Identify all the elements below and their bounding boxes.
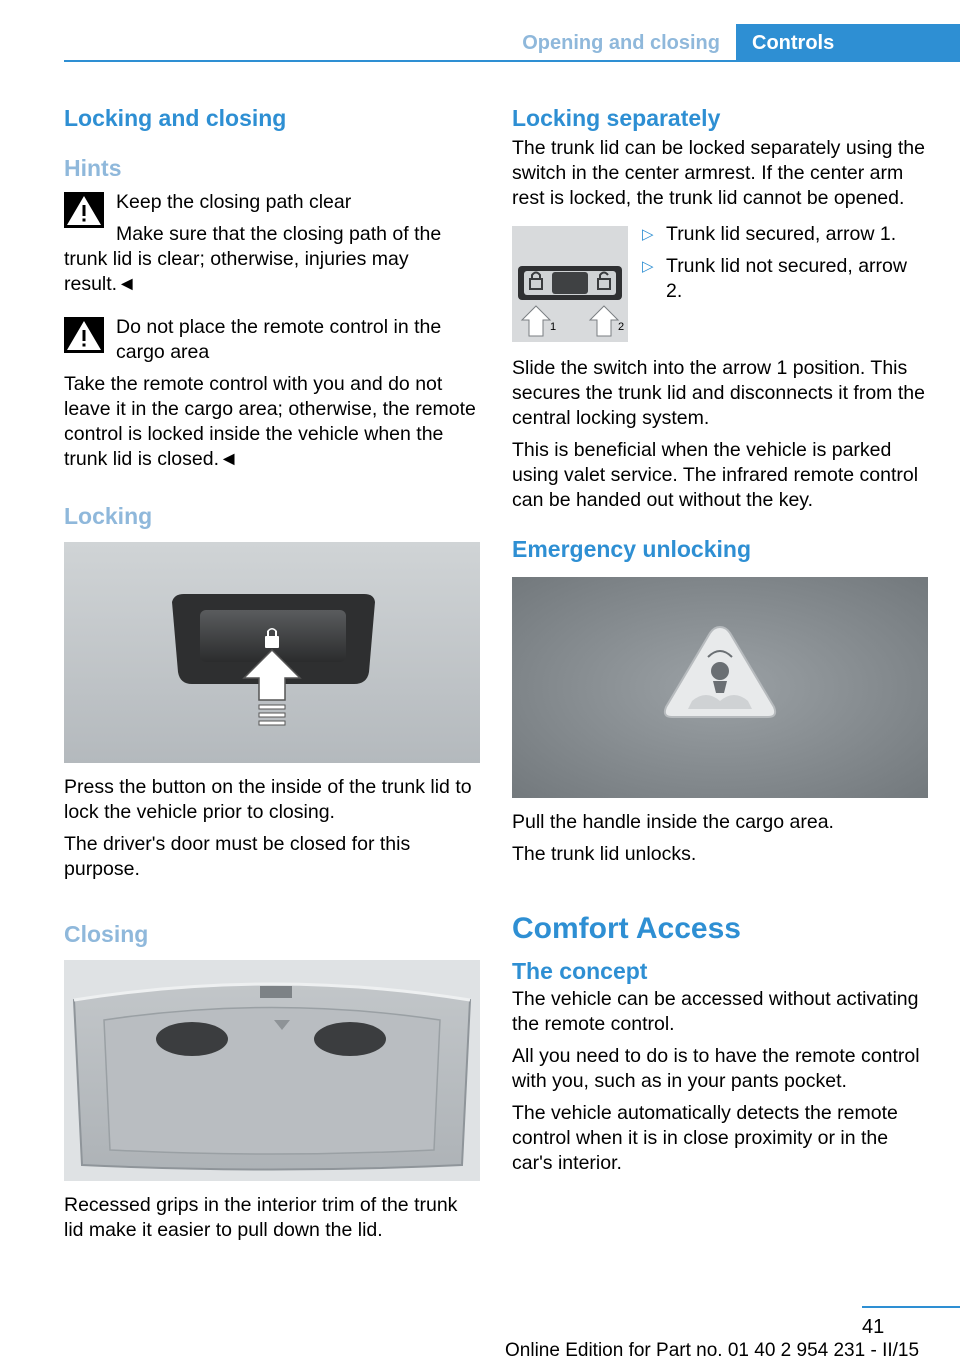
heading-emergency-unlocking: Emergency unlocking bbox=[512, 536, 752, 562]
emergency-paragraph-2: The trunk lid unlocks. bbox=[512, 843, 697, 865]
concept-paragraph-3: The vehicle automatically detects the remote control when it is in close proximity or in the car's interior. bbox=[512, 1102, 898, 1174]
warning-icon bbox=[64, 192, 104, 228]
bullet-text: Trunk lid secured, arrow 1. bbox=[666, 223, 897, 245]
bullet-triangle-icon: ▷ bbox=[642, 226, 654, 243]
warning-title: Do not place the remote control in the cargo area bbox=[116, 316, 442, 363]
trunk-lid-illustration bbox=[64, 960, 480, 1181]
heading-comfort-access: Comfort Access bbox=[512, 912, 741, 945]
list-item bbox=[642, 222, 928, 247]
chapter-tab[interactable]: Controls bbox=[736, 24, 960, 62]
switch-label-1: 1 bbox=[550, 321, 557, 333]
switch-label-2: 2 bbox=[618, 321, 625, 333]
image-trunk-switch bbox=[512, 226, 628, 342]
list-item bbox=[642, 254, 928, 304]
image-trunk-lid-interior bbox=[64, 960, 480, 1181]
heading-locking-and-closing: Locking and closing bbox=[64, 105, 287, 131]
heading-locking-separately: Locking separately bbox=[512, 105, 721, 131]
warning-body: Take the remote control with you and do not leave it in the cargo area; otherwise, the remote control is locked inside the vehicle when the trunk lid is closed.◄ bbox=[64, 373, 476, 470]
slide-paragraph-1: Slide the switch into the arrow 1 position. This secures the trunk lid and disconnects it from the central locking system. bbox=[512, 357, 925, 429]
header-rule bbox=[64, 60, 960, 62]
warning-icon bbox=[64, 317, 104, 353]
switch-bullet-list bbox=[642, 222, 928, 342]
concept-paragraph-1: The vehicle can be accessed without activating the remote control. bbox=[512, 988, 919, 1035]
locking-separately-paragraph: The trunk lid can be locked separately using the switch in the center armrest. If the center arm rest is locked, the trunk lid cannot be opened. bbox=[512, 137, 925, 209]
edition-line: Online Edition for Part no. 01 40 2 954 231 - II/15 bbox=[505, 1340, 920, 1361]
footer-rule bbox=[862, 1306, 960, 1308]
warning-title: Keep the closing path clear bbox=[116, 191, 352, 213]
heading-hints: Hints bbox=[64, 155, 122, 181]
emergency-handle-illustration bbox=[512, 577, 928, 798]
page-header bbox=[64, 24, 960, 62]
locking-paragraph-1: Press the button on the inside of the trunk lid to lock the vehicle prior to closing. bbox=[64, 776, 472, 823]
image-emergency-handle bbox=[512, 577, 928, 798]
warning-closing-path bbox=[64, 190, 480, 297]
heading-closing: Closing bbox=[64, 921, 149, 947]
slide-paragraph-2: This is beneficial when the vehicle is parked using valet service. The infrared remote control can be handed out without the key. bbox=[512, 439, 919, 511]
page-number: 41 bbox=[862, 1316, 885, 1338]
lock-button-illustration bbox=[64, 542, 480, 763]
left-column bbox=[64, 100, 480, 1243]
image-lock-button bbox=[64, 542, 480, 763]
switch-section bbox=[512, 223, 928, 342]
warning-remote-control bbox=[64, 315, 480, 472]
heading-the-concept: The concept bbox=[512, 958, 648, 984]
locking-paragraph-2: The driver's door must be closed for this purpose. bbox=[64, 833, 411, 880]
bullet-triangle-icon: ▷ bbox=[642, 258, 654, 275]
warning-body: Make sure that the closing path of the trunk lid is clear; otherwise, injuries may result.◄ bbox=[64, 223, 442, 295]
right-column bbox=[512, 100, 928, 1176]
heading-locking: Locking bbox=[64, 503, 153, 529]
section-tab[interactable]: Opening and closing bbox=[522, 32, 720, 54]
trunk-switch-illustration bbox=[512, 226, 628, 342]
closing-paragraph-1: Recessed grips in the interior trim of the trunk lid make it easier to pull down the lid. bbox=[64, 1194, 458, 1241]
concept-paragraph-2: All you need to do is to have the remote control with you, such as in your pants pocket. bbox=[512, 1045, 920, 1092]
bullet-text: Trunk lid not secured, arrow 2. bbox=[666, 255, 907, 302]
emergency-paragraph-1: Pull the handle inside the cargo area. bbox=[512, 811, 834, 833]
